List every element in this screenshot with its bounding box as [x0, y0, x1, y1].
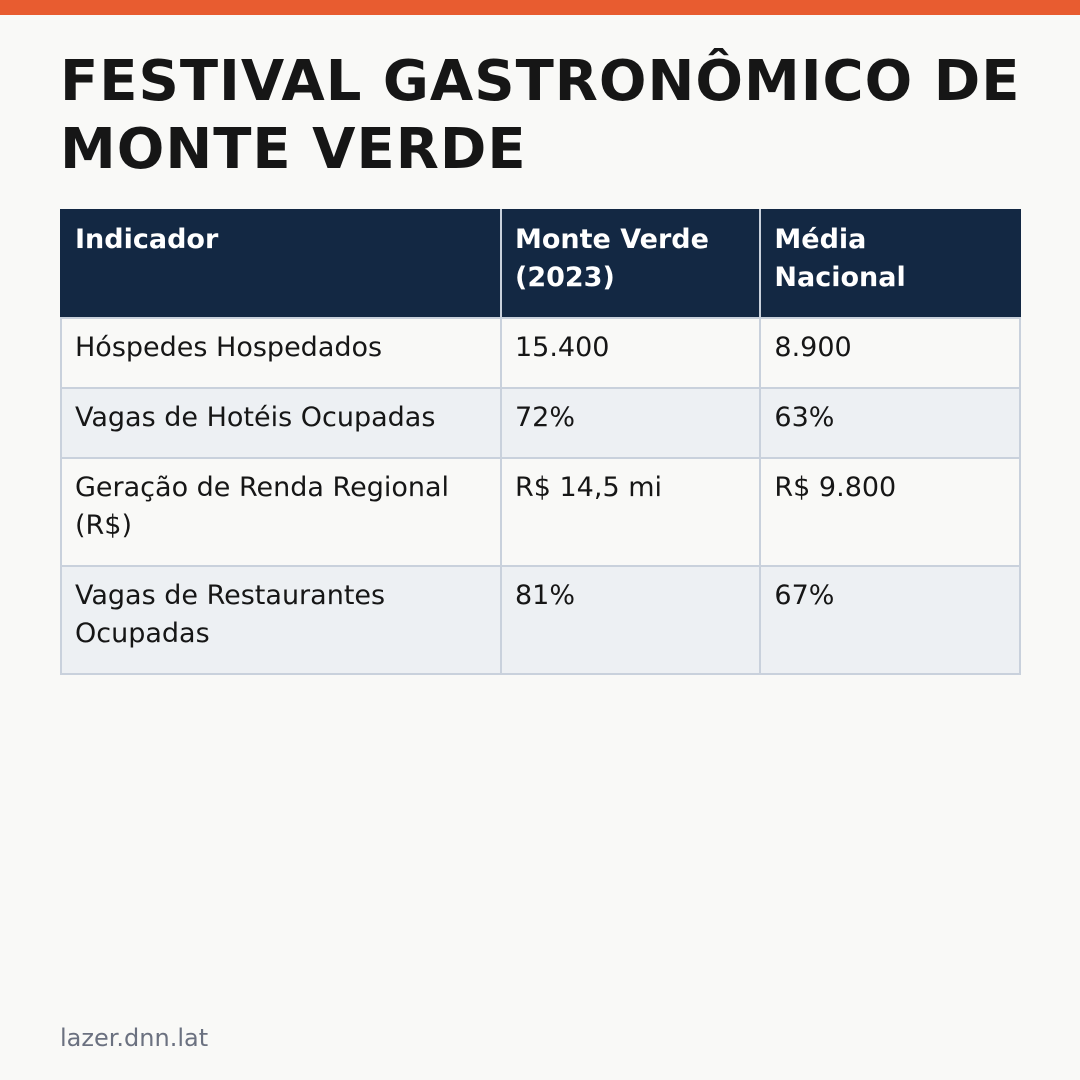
- column-header-indicador: Indicador: [61, 210, 501, 318]
- national-average-value-cell: 8.900: [760, 318, 1020, 388]
- indicator-cell: Vagas de Restaurantes Ocupadas: [61, 566, 501, 674]
- monte-verde-value-cell: 15.400: [501, 318, 760, 388]
- monte-verde-value-cell: 81%: [501, 566, 760, 674]
- indicator-cell: Hóspedes Hospedados: [61, 318, 501, 388]
- indicator-cell: Vagas de Hotéis Ocupadas: [61, 388, 501, 458]
- national-average-value-cell: 63%: [760, 388, 1020, 458]
- page-title: FESTIVAL GASTRONÔMICO DE MONTE VERDE: [60, 49, 1021, 182]
- national-average-value-cell: 67%: [760, 566, 1020, 674]
- column-header-monte-verde: Monte Verde (2023): [501, 210, 760, 318]
- national-average-value-cell: R$ 9.800: [760, 458, 1020, 566]
- comparison-table: [60, 209, 1021, 675]
- table-row: [61, 566, 1020, 674]
- monte-verde-value-cell: R$ 14,5 mi: [501, 458, 760, 566]
- column-header-media-nacional: Média Nacional: [760, 210, 1020, 318]
- table-row: [61, 318, 1020, 388]
- accent-bar: [0, 0, 1080, 15]
- table-row: [61, 458, 1020, 566]
- indicator-cell: Geração de Renda Regional (R$): [61, 458, 501, 566]
- table-header-row: [61, 210, 1020, 318]
- table-row: [61, 388, 1020, 458]
- monte-verde-value-cell: 72%: [501, 388, 760, 458]
- source-footer: lazer.dnn.lat: [60, 1024, 209, 1052]
